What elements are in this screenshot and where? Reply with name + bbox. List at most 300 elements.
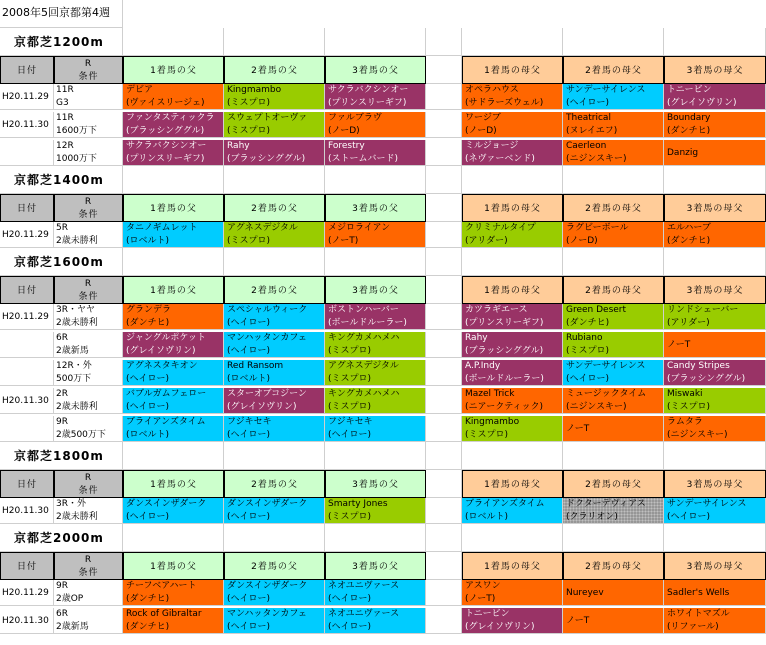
dam-line: (ネヴァーベンド): [465, 154, 535, 164]
race-number: 6R: [56, 333, 68, 343]
sire-cell: [224, 388, 325, 414]
sire-cell: [123, 112, 224, 138]
dam-name: Candy Stripes: [667, 361, 730, 371]
sire-name: ネオユニヴァース: [328, 609, 400, 619]
dam-line: (ミスプロ): [566, 346, 610, 356]
gap-cell: [426, 332, 462, 358]
sire-line: (ヘイロー): [227, 622, 271, 632]
dam-header: 1着馬の母父: [462, 552, 563, 580]
sire-name: マンハッタンカフェ: [227, 609, 307, 619]
gap-cell: [426, 552, 462, 580]
dam-name: サンデーサイレンス: [566, 85, 646, 95]
dam-cell: [462, 332, 563, 358]
gap-cell: [426, 222, 462, 248]
dam-line: (グレイソヴリン): [465, 622, 535, 632]
sire-name: キングカメハメハ: [328, 333, 400, 343]
dam-header: 3着馬の母父: [664, 470, 766, 498]
sire-line: (ノーT): [328, 236, 359, 246]
dam-header: 2着馬の母父: [563, 194, 664, 222]
dam-cell: [664, 332, 766, 358]
sire-cell: [123, 84, 224, 110]
dam-line: (ダンチヒ): [566, 318, 610, 328]
gap-cell: [426, 498, 462, 524]
dam-name: リンドシェーバー: [667, 305, 739, 315]
sire-name: バブルガムフェロー: [126, 389, 207, 399]
sire-cell: [224, 332, 325, 358]
dam-header: 2着馬の母父: [563, 470, 664, 498]
section-title: 京都芝1800m: [0, 442, 123, 470]
gap-cell: [426, 470, 462, 498]
race-date: [0, 140, 54, 166]
dam-cell: [664, 304, 766, 330]
dam-line: (ダンチヒ): [667, 126, 711, 136]
dam-cell: [664, 608, 766, 634]
race-date: [0, 416, 54, 442]
cond-header: [54, 470, 123, 498]
dam-name: クリミナルタイプ: [465, 223, 536, 233]
sire-cell: [224, 84, 325, 110]
empty-cell: [224, 524, 325, 552]
sire-line: (ヘイロー): [227, 318, 271, 328]
sire-line: (ミスプロ): [328, 374, 372, 384]
dam-line: (ロベルト): [465, 512, 509, 522]
sire-line: (ヘイロー): [227, 430, 271, 440]
dam-name: ホワイトマズル: [667, 609, 730, 619]
sire-name: Rahy: [227, 141, 250, 151]
sire-cell: [325, 498, 426, 524]
sire-name: チーフベアハート: [126, 581, 197, 591]
race-condition: [54, 416, 123, 442]
sire-name: アグネスデジタル: [328, 361, 399, 371]
sire-name: アグネスタキオン: [126, 361, 198, 371]
sire-header: 1着馬の父: [123, 552, 224, 580]
dam-line: (ミスプロ): [465, 430, 509, 440]
race-date: H20.11.30: [0, 388, 54, 414]
sire-cell: [123, 140, 224, 166]
gap-cell: [426, 580, 462, 606]
date-header: 日付: [0, 552, 54, 580]
sire-header: 3着馬の父: [325, 276, 426, 304]
dam-line: (ニジンスキー): [566, 402, 627, 412]
dam-header: 2着馬の母父: [563, 56, 664, 84]
section-title: 京都芝1200m: [0, 28, 123, 56]
sire-cell: [224, 304, 325, 330]
race-class: 2歳未勝利: [56, 318, 98, 328]
empty-cell: [664, 524, 766, 552]
dam-line: (ボールドルーラー): [465, 374, 544, 384]
gap-cell: [426, 56, 462, 84]
race-date: H20.11.30: [0, 498, 54, 524]
sire-header: 3着馬の父: [325, 56, 426, 84]
dam-line: (サドラーズウェル): [465, 98, 544, 108]
dam-header: 2着馬の母父: [563, 552, 664, 580]
empty-cell: [664, 28, 766, 56]
sire-line: (プリンスリーギフ): [328, 98, 407, 108]
dam-name: Rahy: [465, 333, 488, 343]
dam-name: トニービン: [465, 609, 510, 619]
dam-name: ミルジョージ: [465, 141, 519, 151]
sire-name: スターオブコジーン: [227, 389, 307, 399]
race-date: H20.11.29: [0, 304, 54, 330]
sire-name: ファルブラヴ: [328, 113, 382, 123]
sire-line: (グレイソヴリン): [126, 346, 196, 356]
empty-cell: [426, 524, 462, 552]
race-condition: [54, 84, 123, 110]
dam-cell: [664, 416, 766, 442]
sire-name: Kingmambo: [227, 85, 282, 95]
empty-cell: [325, 524, 426, 552]
sire-name: サクラバクシンオー: [126, 141, 207, 151]
dam-cell: [664, 580, 766, 606]
cond-header-label: 条件: [78, 568, 99, 578]
dam-cell: [563, 580, 664, 606]
empty-cell: [426, 442, 462, 470]
cond-header: [54, 56, 123, 84]
dam-cell: [664, 112, 766, 138]
dam-line: (ブラッシンググル): [667, 374, 746, 384]
dam-line: (クラリオン): [566, 512, 618, 522]
sire-line: (プリンスリーギフ): [126, 154, 205, 164]
dam-line: (ブラッシンググル): [465, 346, 544, 356]
date-header: 日付: [0, 56, 54, 84]
cond-header-r: R: [84, 279, 93, 289]
race-condition: [54, 304, 123, 330]
sire-name: ジャングルポケット: [126, 333, 206, 343]
race-condition: [54, 580, 123, 606]
empty-cell: [462, 248, 563, 276]
dam-line: (アリダー): [667, 318, 710, 328]
sire-header: 1着馬の父: [123, 56, 224, 84]
empty-cell: [563, 442, 664, 470]
dam-line: (ミスプロ): [667, 402, 711, 412]
gap-cell: [426, 140, 462, 166]
cond-header-label: 条件: [78, 72, 99, 82]
dam-name: トニービン: [667, 85, 712, 95]
sire-name: ボストンハーバー: [328, 305, 399, 315]
empty-cell: [426, 28, 462, 56]
sire-line: (ミスプロ): [328, 346, 372, 356]
sire-cell: [224, 608, 325, 634]
race-number: 9R: [56, 581, 68, 591]
dam-cell: [563, 388, 664, 414]
sire-cell: [224, 360, 325, 386]
sire-cell: [325, 332, 426, 358]
race-date: H20.11.30: [0, 112, 54, 138]
dam-line: (アリダー): [465, 236, 508, 246]
race-class: 2歳未勝利: [56, 512, 98, 522]
dam-cell: [664, 84, 766, 110]
sire-name: ダンスインザダーク: [126, 499, 207, 509]
dam-cell: [462, 416, 563, 442]
dam-header: 1着馬の母父: [462, 470, 563, 498]
dam-cell: [462, 360, 563, 386]
dam-line: (ニジンスキー): [566, 154, 627, 164]
empty-cell: [462, 166, 563, 194]
dam-header: 1着馬の母父: [462, 56, 563, 84]
sire-line: (グレイソヴリン): [227, 402, 297, 412]
dam-name: Mazel Trick: [465, 389, 515, 399]
dam-cell: [664, 222, 766, 248]
sire-header: 2着馬の父: [224, 56, 325, 84]
sire-cell: [224, 112, 325, 138]
empty-cell: [325, 442, 426, 470]
cond-header: [54, 276, 123, 304]
sire-header: 3着馬の父: [325, 470, 426, 498]
sire-line: (ミスプロ): [227, 236, 271, 246]
race-class: 2歳新馬: [56, 622, 89, 632]
race-class: 500万下: [56, 374, 92, 384]
dam-line: (ニジンスキー): [667, 430, 728, 440]
race-number: 9R: [56, 417, 68, 427]
race-class: 1600万下: [56, 126, 97, 136]
race-condition: [54, 222, 123, 248]
dam-header: 1着馬の母父: [462, 194, 563, 222]
dam-header: 3着馬の母父: [664, 56, 766, 84]
dam-line: (ノーD): [566, 236, 598, 246]
empty-cell: [563, 524, 664, 552]
dam-header: 1着馬の母父: [462, 276, 563, 304]
race-date: H20.11.29: [0, 580, 54, 606]
sire-line: (ヘイロー): [126, 374, 170, 384]
race-number: 3R・ヤヤ: [56, 305, 95, 315]
sire-line: (ヘイロー): [227, 512, 271, 522]
dam-name: Kingmambo: [465, 417, 520, 427]
sire-name: マンハッタンカフェ: [227, 333, 307, 343]
dam-line: (ヘイロー): [667, 512, 711, 522]
sire-cell: [123, 580, 224, 606]
cond-header: [54, 552, 123, 580]
sire-header: 1着馬の父: [123, 276, 224, 304]
race-number: 11R: [56, 85, 74, 95]
sire-cell: [123, 498, 224, 524]
sire-line: (ヘイロー): [328, 622, 372, 632]
sire-header: 2着馬の父: [224, 194, 325, 222]
sire-header: 2着馬の父: [224, 470, 325, 498]
empty-cell: [224, 28, 325, 56]
sire-name: スウェプトオーヴァ: [227, 113, 308, 123]
empty-cell: [462, 524, 563, 552]
dam-line: (ノーT): [465, 594, 496, 604]
sire-cell: [224, 222, 325, 248]
sire-name: Forestry: [328, 141, 365, 151]
empty-cell: [224, 166, 325, 194]
sire-cell: [224, 140, 325, 166]
dam-line: (ニアークティック): [465, 402, 544, 412]
empty-cell: [664, 166, 766, 194]
dam-name: Danzig: [667, 148, 699, 158]
sire-header: 3着馬の父: [325, 194, 426, 222]
race-class: 2歳OP: [56, 594, 84, 604]
dam-cell: [462, 608, 563, 634]
section-title: 京都芝1600m: [0, 248, 123, 276]
gap-cell: [426, 388, 462, 414]
dam-name: ラグビーボール: [566, 223, 629, 233]
dam-cell: [563, 84, 664, 110]
sire-cell: [325, 222, 426, 248]
race-condition: [54, 332, 123, 358]
empty-cell: [426, 248, 462, 276]
race-class: 2歳500万下: [56, 430, 106, 440]
race-class: 1000万下: [56, 154, 97, 164]
dam-name: ドクターデヴィアス: [566, 499, 646, 509]
sire-cell: [123, 608, 224, 634]
sire-line: (ロベルト): [126, 430, 170, 440]
dam-line: (ヘイロー): [566, 98, 610, 108]
sire-name: メジロライアン: [328, 223, 391, 233]
sire-cell: [123, 360, 224, 386]
dam-name: ノーT: [566, 616, 590, 626]
sire-cell: [325, 112, 426, 138]
sire-line: (ロベルト): [227, 374, 271, 384]
dam-cell: [664, 498, 766, 524]
dam-cell: [563, 304, 664, 330]
gap-cell: [426, 276, 462, 304]
sire-name: キングカメハメハ: [328, 389, 400, 399]
section-title: 京都芝1400m: [0, 166, 123, 194]
dam-name: Boundary: [667, 113, 711, 123]
dam-cell: [462, 140, 563, 166]
dam-name: エルハーブ: [667, 223, 711, 233]
gap-cell: [426, 608, 462, 634]
sire-line: (ノーD): [328, 126, 360, 136]
sire-name: タニノギムレット: [126, 223, 198, 233]
date-header: 日付: [0, 276, 54, 304]
sire-name: ブライアンズタイム: [126, 417, 206, 427]
empty-cell: [664, 248, 766, 276]
dam-header: 2着馬の母父: [563, 276, 664, 304]
race-number: 6R: [56, 609, 68, 619]
sire-line: (ヘイロー): [126, 402, 170, 412]
sire-cell: [325, 580, 426, 606]
empty-cell: [325, 28, 426, 56]
sire-line: (ダンチヒ): [126, 594, 170, 604]
dam-cell: [462, 388, 563, 414]
dam-line: (リファール): [667, 622, 719, 632]
sire-name: フジキセキ: [328, 417, 373, 427]
dam-name: Caerleon: [566, 141, 607, 151]
sire-cell: [123, 416, 224, 442]
dam-cell: [664, 360, 766, 386]
sire-name: Red Ransom: [227, 361, 284, 371]
race-condition: [54, 388, 123, 414]
sheet-title: 2008年5回京都第4週: [0, 0, 123, 28]
sire-name: ファンタスティックラ: [126, 113, 215, 123]
empty-cell: [426, 166, 462, 194]
dam-cell: [563, 112, 664, 138]
race-number: 12R・外: [56, 361, 92, 371]
sire-line: (ヴァイスリージェ): [126, 98, 205, 108]
gap-cell: [426, 112, 462, 138]
empty-cell: [325, 248, 426, 276]
empty-cell: [224, 248, 325, 276]
sire-line: (ミスプロ): [328, 512, 372, 522]
empty-cell: [224, 442, 325, 470]
race-date: H20.11.29: [0, 84, 54, 110]
empty-cell: [563, 166, 664, 194]
dam-header: 3着馬の母父: [664, 276, 766, 304]
race-class: 2歳新馬: [56, 346, 89, 356]
race-number: 12R: [56, 141, 74, 151]
sire-line: (ヘイロー): [227, 346, 271, 356]
dam-cell: [563, 222, 664, 248]
sire-line: (ヘイロー): [126, 512, 170, 522]
dam-line: (ダンチヒ): [667, 236, 711, 246]
sire-header: 1着馬の父: [123, 470, 224, 498]
sire-name: Rock of Gibraltar: [126, 609, 202, 619]
dam-line: (ノーD): [465, 126, 497, 136]
sire-cell: [325, 416, 426, 442]
sire-name: Smarty Jones: [328, 499, 388, 509]
dam-name: オペラハウス: [465, 85, 519, 95]
race-condition: [54, 112, 123, 138]
sire-name: フジキセキ: [227, 417, 272, 427]
race-number: 3R・外: [56, 499, 86, 509]
dam-cell: [664, 140, 766, 166]
dam-name: A.P.Indy: [465, 361, 501, 371]
dam-name: ワージブ: [465, 113, 501, 123]
sire-name: サクラバクシンオー: [328, 85, 409, 95]
dam-name: ノーT: [566, 424, 590, 434]
cond-header-r: R: [84, 59, 93, 69]
sire-line: (ヘイロー): [328, 594, 372, 604]
race-date: [0, 332, 54, 358]
sire-header: 2着馬の父: [224, 552, 325, 580]
sire-line: (ボールドルーラー): [328, 318, 407, 328]
dam-line: (プリンスリーギフ): [465, 318, 544, 328]
race-number: 2R: [56, 389, 68, 399]
empty-cell: [563, 248, 664, 276]
dam-name: Sadler's Wells: [667, 588, 730, 598]
gap-cell: [426, 84, 462, 110]
sire-cell: [224, 498, 325, 524]
empty-cell: [123, 28, 224, 56]
sire-header: 3着馬の父: [325, 552, 426, 580]
dam-name: ラムタラ: [667, 417, 703, 427]
section-title: 京都芝2000m: [0, 524, 123, 552]
dam-name: ノーT: [667, 340, 691, 350]
cond-header-r: R: [84, 555, 93, 565]
sire-header: 2着馬の父: [224, 276, 325, 304]
gap-cell: [426, 416, 462, 442]
empty-cell: [563, 28, 664, 56]
race-date: H20.11.29: [0, 222, 54, 248]
dam-name: Green Desert: [566, 305, 627, 315]
cond-header-label: 条件: [78, 486, 99, 496]
race-condition: [54, 608, 123, 634]
sire-cell: [325, 84, 426, 110]
dam-name: ミュージックタイム: [566, 389, 647, 399]
date-header: 日付: [0, 470, 54, 498]
dam-cell: [563, 360, 664, 386]
dam-name: Nureyev: [566, 588, 604, 598]
dam-cell: [462, 84, 563, 110]
sire-cell: [325, 140, 426, 166]
dam-cell: [462, 304, 563, 330]
sire-line: (ロベルト): [126, 236, 170, 246]
empty-cell: [123, 442, 224, 470]
empty-cell: [325, 166, 426, 194]
empty-cell: [123, 248, 224, 276]
dam-name: Theatrical: [566, 113, 611, 123]
dam-cell: [563, 608, 664, 634]
race-date: [0, 360, 54, 386]
dam-header: 3着馬の母父: [664, 194, 766, 222]
dam-cell: [462, 580, 563, 606]
empty-cell: [123, 166, 224, 194]
dam-name: Rubiano: [566, 333, 603, 343]
sire-name: グランデラ: [126, 305, 172, 315]
sire-line: (ストームバード): [328, 154, 399, 164]
